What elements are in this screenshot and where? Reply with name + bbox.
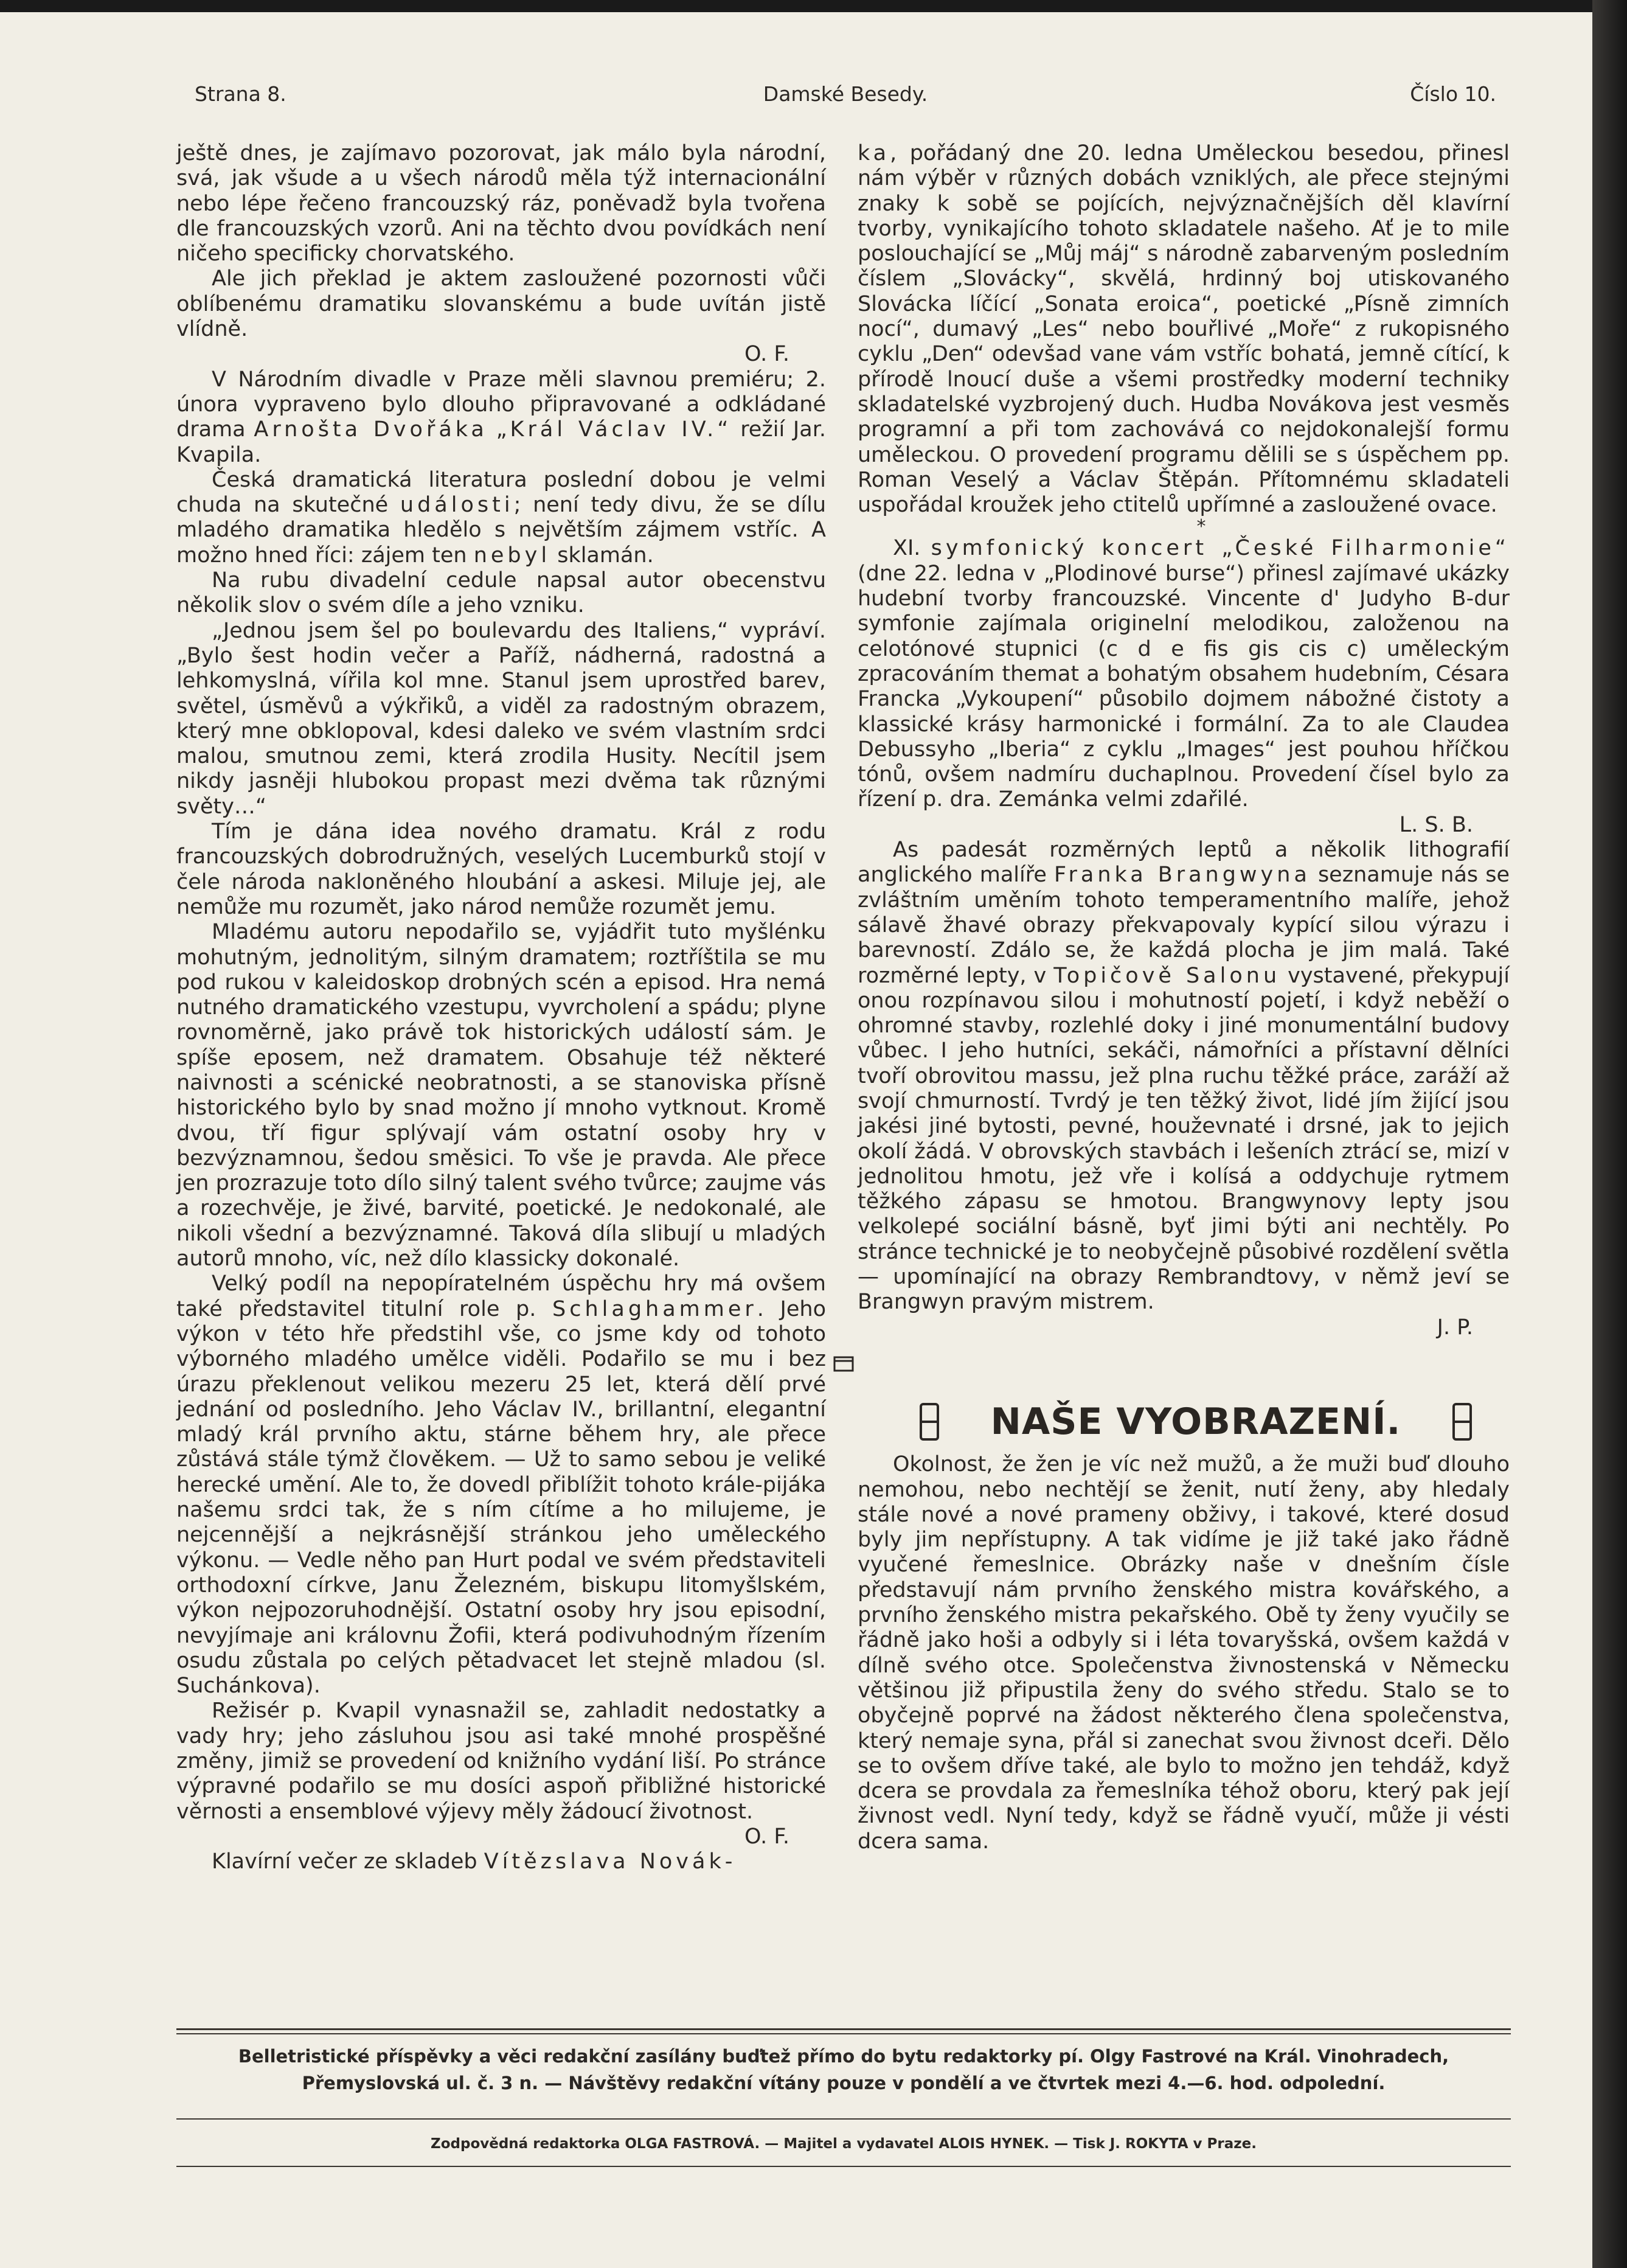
signature-lsb: L. S. B. xyxy=(1399,812,1473,837)
left-ornament-icon xyxy=(918,1402,940,1442)
paragraph-text: ; není tedy divu, že se dílu mladého dramatika hledělo s největším zájmem vstříc. A možno hned říci: zájem ten xyxy=(176,493,826,568)
paragraph-croatian-stories: ještě dnes, je zajímavo pozorovat, jak málo byla národní, svá, jak všude a u všech národů měla týž internacionální nebo lépe řečeno francouzský ráz, poněvadž byla tvořena dle francouzských vzorů. Ani na těchto dvou povídkách není ničeho specificky chorvatského. xyxy=(176,141,826,266)
paragraph-playbill: Na rubu divadelní cedule napsal autor obecenstvu několik slov o svém díle a jeho vzniku. xyxy=(176,568,826,618)
imprint-line: Zodpovědná redaktorka OLGA FASTROVÁ. — Majitel a vydavatel ALOIS HYNEK. — Tisk J. ROKYTA v Praze. xyxy=(431,2136,1257,2152)
paragraph-text: režií Jar. Kvapila. xyxy=(176,417,826,467)
signature-of: O. F. xyxy=(744,1824,789,1849)
paragraph-premiere xyxy=(176,367,826,468)
paragraph-idea: Tím je dána idea nového dramatu. Král z rodu francouzských dobrodružných, veselých Lucemburků stojí v čele národa nakloněného hloubání a askesi. Miluje jej, ale nemůže mu rozumět, jako národ nemůže rozumět jemu. xyxy=(176,819,826,919)
actor-name: Schlaghammer xyxy=(552,1296,757,1321)
paragraph-novak-concert xyxy=(858,141,1510,518)
emphasis-not: nebyl xyxy=(473,543,551,568)
page-edge-shadow xyxy=(1592,0,1627,2268)
paragraph-text: (dne 22. ledna v „Plodinové burse“) přinesl zajímavé ukázky hudební tvorby francouzské. Vincente d' Judyho B-dur symfonie zajímala originelní melodikou, založenou na celotónové stupnici (c d e fis gis cis c) uměleckým zpracováním themat a bohatým obsahem hudebním, Césara Francka „Vykoupení“ působilo dojmem nábožné čistoty a klassické krásy harmonické i formální. Za to ale Claudea Debussyho „Iberia“ z cyklu „Images“ jest pouhou hříčkou tónů, ovšem nadmíru duchaplnou. Provedení čísel bylo za řízení p. dra. Zemánka velmi zdařilé. xyxy=(858,561,1510,812)
paragraph-translation-note xyxy=(176,266,826,342)
composer-name-continued: ka xyxy=(858,141,890,165)
footer-rule-top xyxy=(176,2028,1511,2030)
paragraph-brangwyn xyxy=(858,838,1510,1315)
paragraph-piano-evening: Klavírní večer ze skladeb Vítězslava Novák- xyxy=(212,1849,733,1874)
separator-star: * xyxy=(1196,516,1206,538)
section-divider-ornament-icon xyxy=(833,1355,854,1373)
footer-rule-bottom xyxy=(176,2166,1511,2167)
notice-line-1: Belletristické příspěvky a věci redakční zasílány buďtež přímo do bytu redaktorky pí. Olgy Fastrové na Král. Vinohradech, xyxy=(238,2046,1449,2067)
paragraph-text: XI. xyxy=(893,536,931,561)
right-ornament-icon xyxy=(1451,1402,1473,1442)
left-column xyxy=(176,141,826,1874)
artist-name: Franka Brangwyna xyxy=(1053,863,1311,888)
page-header xyxy=(195,79,1496,110)
composer-name: Vítězslava Novák xyxy=(484,1849,725,1874)
emphasis-events: události xyxy=(400,493,514,518)
paragraph-director: Režisér p. Kvapil vynasnažil se, zahladit nedostatky a vady hry; jeho zásluhou jsou asi také mnohé prospěšné změny, jimiž se provedení od knižního vydání liší. Po stránce výpravné podařilo se mu dosíci aspoň přibližné historické věrnosti a ensemblové výjevy měly žádoucí životnost. xyxy=(176,1699,826,1824)
newspaper-page xyxy=(0,12,1592,2268)
paragraph-text: Klavírní večer ze skladeb xyxy=(212,1849,484,1874)
paragraph-text: seznamuje nás se zvláštním uměním tohoto temperamentního malíře, jehož sálavě žhavé obrazy překvapovaly kypící silou výrazu i barevností. Zdálo se, že každá plocha je jim malá. Také rozměrné lepty, v xyxy=(858,863,1510,988)
venue-name: Topičově Salonu xyxy=(1053,963,1281,988)
footer-rule-middle xyxy=(176,2118,1511,2120)
signature-jp: J. P. xyxy=(1437,1315,1473,1340)
paragraph-text: V Národním divadle v Praze měli slavnou premiéru; 2. února vypraveno bylo dlouho připravované a odkládané drama xyxy=(176,367,826,442)
paragraph-text: Ale jich překlad je aktem zasloužené pozornosti vůči oblíbenému dramatiku slovanskému a bude uvítán jistě vlídně. xyxy=(176,266,826,342)
paragraph-lead-actor xyxy=(176,1271,826,1699)
section-header xyxy=(858,1397,1510,1446)
paragraph-text: As padesát rozměrných leptů a několik lithografií anglického malíře xyxy=(858,838,1510,888)
footer-rule-top-thin xyxy=(176,2033,1511,2034)
drama-title: „Král Václav IV.“ xyxy=(496,417,732,442)
paragraph-text: Velký podíl na nepopíratelném úspěchu hry má ovšem také představitel titulní role p. xyxy=(176,1271,826,1321)
editorial-notice xyxy=(176,2043,1511,2096)
paragraph-text: . Jeho výkon v této hře předstihl vše, co jsme kdy od tohoto výborného mladého umělce viděli. Podařilo se mu i bez úrazu překlenout velikou mezeru 25 let, která dělí prvé jednání od posledního. Jeho Václav IV., brillantní, elegantní mladý král prvního aktu, stárne během hry, ale přece zůstává stále týmž člověkem. — Už to samo sebou je veliké herecké umění. Ale to, že dovedl přiblížit tohoto krále-pijáka našemu srdci tak, že s ním cítíme a ho milujeme, je nejcennější a nejkrásnější stránkou jeho uměleckého výkonu. — Vedle něho pan Hurt podal ve svém představiteli orthodoxní církve, Janu Železném, biskupu litomyšlském, výkon nejpozoruhodnější. Ostatní osoby hry jsou episodní, nevyjímaje ani královnu Žofii, která podivuhodným řízením osudu zůstala po celých pětadvacet let stejně mladou (sl. Suchánkova). xyxy=(176,1296,827,1699)
paragraph-our-pictures: Okolnost, že žen je víc než mužů, a že muži buď dlouho nemohou, nebo nechtějí se ženit, nutí ženy, aby hledaly stále nové a nové prameny obživy, i takové, které dosud byly jim nepřístupny. A tak vidíme je již také jako řádně vyučené řemeslnice. Obrázky naše v dnešním čísle představují nám prvního ženského mistra kovářského, a prvního ženského mistra pekařského. Obě ty ženy vyučily se řádně jako hoši a odbyly si i léta tovaryšská, ovšem každá v dílně svého otce. Společenstva živnostenská v Německu většinou již připustila ženy do svého středu. Stalo se to obyčejně poprvé na žádost některého člena společenstva, který nemaje syna, přál si zanechat svou živnost dceři. Dělo se to ovšem dříve také, ale bylo to možno jen tehdáž, když dcera se provdala za řemeslníka téhož oboru, který pak její živnost vedl. Nyní tedy, když se řádně vyučí, může ji vésti dcera sama. xyxy=(858,1452,1510,1854)
issue-number: Číslo 10. xyxy=(1410,82,1496,106)
paragraph-critique: Mladému autoru nepodařilo se, vyjádřit tuto myšlénku mohutným, jednolitým, silným dramatem; roztříštila se mu pod rukou v kaleidoskop drobných scén a episod. Hra nemá nutného dramatického vzestupu, vyvrcholení a spádu; plyne rovnoměrně, jako právě tok historických událostí sám. Je spíše eposem, než dramatem. Obsahuje též některé naivnosti a scénické neobratnosti, a se stanoviska přísně historického bylo by snad možno jí mnoho vytknout. Kromě dvou, tří figur splývají vám ostatní osoby hry v bezvýznamnou, šedou směsici. To vše je pravda. Ale přece jen prozrazuje toto dílo silný talent svého tvůrce; zaujme vás a rozechvěje, je živé, barvité, poetické. Je nedokonalé, ale nikoli všední a bezvýznamné. Taková díla slibují u mladých autorů mnoho, víc, než dílo klassicky dokonalé. xyxy=(176,920,826,1271)
paragraph-text: sklamán. xyxy=(550,543,654,568)
author-name: Arnošta Dvořáka xyxy=(254,417,488,442)
paragraph-dramatic-literature xyxy=(176,468,826,568)
paragraph-text: , pořádaný dne 20. ledna Uměleckou besedou, přinesl nám výběr v různých dobách vzniklých, ale přece stejnými znaky k sobě se pojících, nejvýznačnějších děl klavírní tvorby, vynikajícího tohoto skladatele našeho. Ať je to mile poslouchající se „Můj máj“ s národně zabarveným posledním číslem „Slovácky“, skvělá, hrdinný boj utiskovaného Slovácka líčící „Sonata eroica“, poetické „Písně zimních nocí“, dumavý „Les“ nebo bouřlivé „Moře“ z rukopisného cyklu „Den“ odevšad vane vám vstříc bohatá, jemně cítící, k přírodě lnoucí duše a všemi prostředky moderní techniky skladatelské vyzbrojený duch. Hudba Novákova jest vesměs programní a při tom zachovává co nejdokonalejší formu uměleckou. O provedení programu dělili se s úspěchem pp. Roman Veselý a Václav Štěpán. Přítomnému skladateli uspořádal kroužek jeho ctitelů upřímné a zasloužené ovace. xyxy=(858,141,1510,518)
paragraph-author-quote: „Jednou jsem šel po boulevardu des Italiens,“ vypráví. „Bylo šest hodin večer a Paříž, nádherná, radostná a lehkomyslná, vířila kol mne. Stanul jsem uprostřed barev, světel, úsměvů a výkřiků, a viděl za radostným obrazem, který mne obklopoval, kdesi daleko ve svém vlastním srdci malou, smutnou zemi, která zrodila Husity. Necítil jsem nikdy jasněji hlubokou propast mezi dvěma tak různými světy…“ xyxy=(176,618,826,819)
section-title: NAŠE VYOBRAZENÍ. xyxy=(990,1400,1401,1443)
paragraph-text: Česká dramatická literatura poslední dobou je velmi chuda na skutečné xyxy=(176,467,826,518)
journal-title: Damské Besedy. xyxy=(763,82,928,106)
page-number: Strana 8. xyxy=(195,82,286,106)
signature-of: O. F. xyxy=(744,342,789,367)
paragraph-text: vystavené, překypují onou rozpínavou silou i mohutností pojetí, i když neběží o ohromné stavby, rozlehlé doky i jiné monumentální budovy vůbec. I jeho hutníci, sekáči, námořníci a přístavní dělníci tvoří obrovitou massu, jež plna ruchu těžké práce, zaráží až svojí chmurností. Tvrdý je ten těžký život, lidé jím žijící jsou jakési jiné bytosti, pevné, houževnaté i drsné, jak to jejich okolí žádá. V obrovských stavbách i lešeních ztrácí se, mizí v jednolitou hmotu, jež vře i kolísá a oddychuje rytmem těžkého zápasu se hmotou. Brangwynovy lepty jsou velkolepé sociální básně, byť jimi býti ani nechtěly. Po stránce technické je to neobyčejně působivé rozdělení světla — upomínající na obrazy Rembrandtovy, v němž jeví se Brangwyn pravým mistrem. xyxy=(858,963,1510,1315)
paragraph-symphony-concert xyxy=(858,536,1510,812)
concert-title: symfonický koncert „České Filharmonie“ xyxy=(931,536,1510,561)
notice-line-2: Přemyslovská ul. č. 3 n. — Návštěvy redakční vítány pouze v pondělí a ve čtvrtek mezi 4.—6. hod. odpolední. xyxy=(302,2073,1386,2093)
right-column xyxy=(858,141,1510,1854)
